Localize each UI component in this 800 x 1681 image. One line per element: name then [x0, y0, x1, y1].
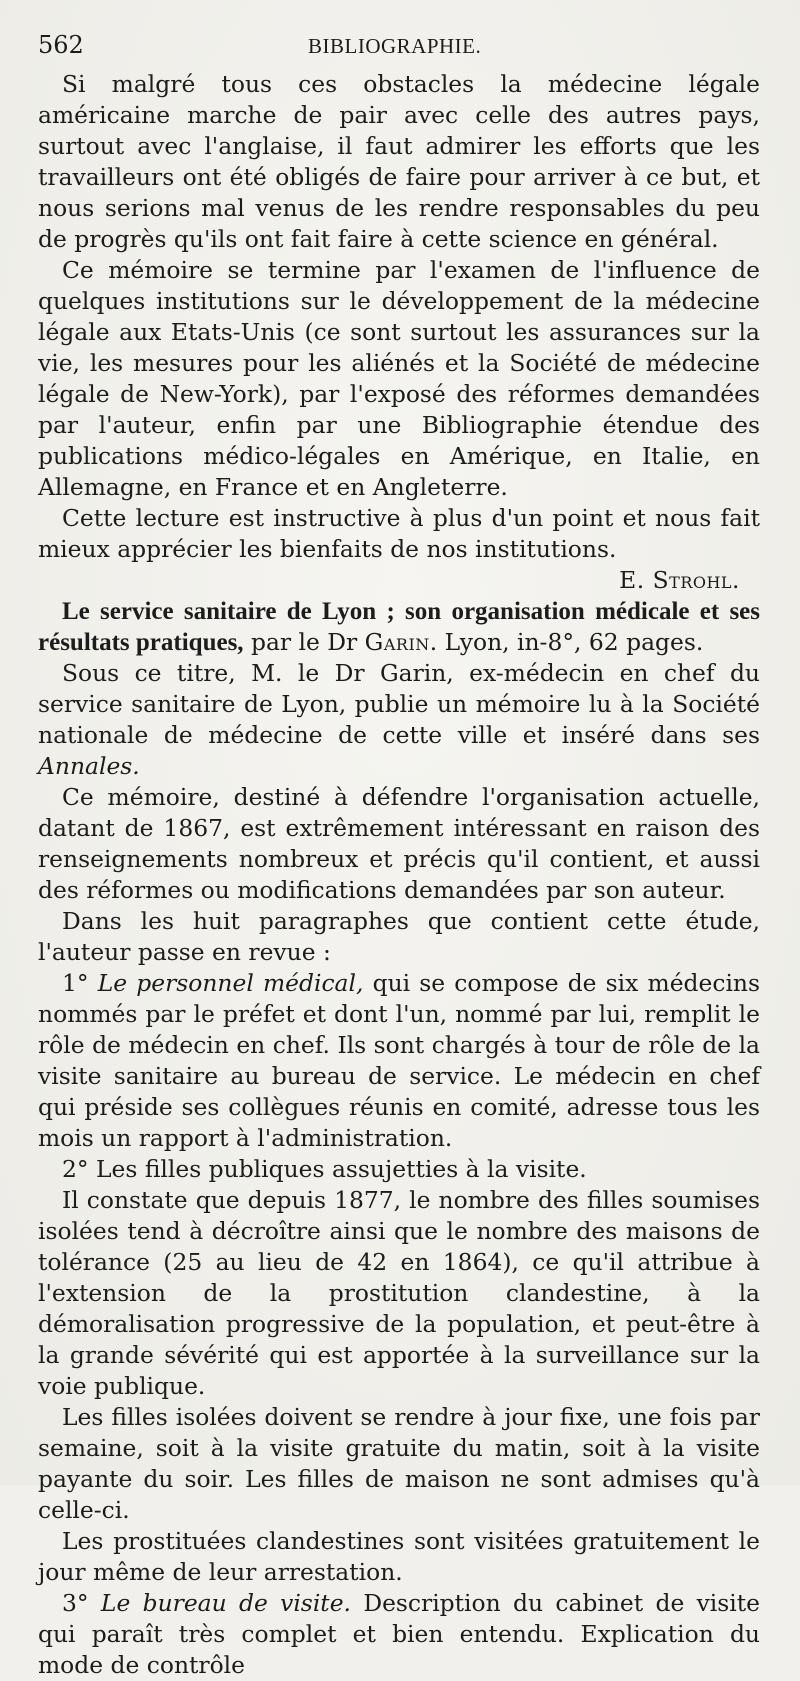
running-head: [38, 28, 760, 63]
paragraph: Les filles isolées doivent se rendre à jour fixe, une fois par semaine, soit à la visite gratuite du matin, soit à la visite payante du soir. Les filles de maison ne sont admises qu'à celle-ci.: [38, 1403, 760, 1524]
item-title: Le personnel médical,: [97, 969, 364, 997]
citation-author: Garin: [364, 628, 430, 656]
running-title: BIBLIOGRAPHIE.: [308, 34, 482, 58]
paragraph: Les prostituées clandestines sont visitées gratuitement le jour même de leur arrestation.: [38, 1527, 760, 1586]
review-heading: [38, 596, 760, 658]
paragraph: Dans les huit paragraphes que contient cette étude, l'auteur passe en revue :: [38, 907, 760, 966]
item-text: qui se compose de six médecins nommés par le préfet et dont l'un, nommé par lui, remplit le rôle de médecin en chef. Ils sont chargés à tour de rôle de la visite sanitaire au bureau de service. Le médecin en chef qui préside ses collègues réunis en comité, adresse tous les mois un rapport à l'administration.: [38, 969, 760, 1152]
paragraph-text: Sous ce titre, M. le Dr Garin, ex-médecin en chef du service sanitaire de Lyon, publie un mémoire lu à la Société nationale de médecine de cette ville et inséré dans ses: [38, 659, 760, 749]
page-number: 562: [38, 31, 84, 59]
journal-name: Annales.: [38, 752, 140, 780]
paragraph: Ce mémoire se termine par l'examen de l'influence de quelques institutions sur le développement de la médecine légale aux Etats-Unis (ce sont surtout les assurances sur la vie, les mesures pour les aliénés et la Société de médecine légale de New-York), par l'exposé des réformes demandées par l'auteur, enfin par une Bibliographie étendue des publications médico-légales en Amérique, en Italie, en Allemagne, en France et en Angleterre.: [38, 256, 760, 501]
list-item: 2° Les filles publiques assujetties à la visite.: [62, 1155, 587, 1183]
list-item: [38, 968, 760, 1154]
reviewer-signature: E. Strohl.: [619, 566, 740, 594]
citation-suffix: . Lyon, in-8°, 62 pages.: [429, 628, 704, 656]
book-title: Le service sanitaire de Lyon ; son organisation médicale et ses résultats pratiques,: [38, 598, 760, 656]
signature-row: [38, 565, 760, 596]
paragraph: [38, 658, 760, 782]
paragraph: Si malgré tous ces obstacles la médecine légale américaine marche de pair avec celle des autres pays, surtout avec l'anglaise, il faut admirer les efforts que les travailleurs ont été obligés de faire pour arriver à ce but, et nous serions mal venus de les rendre responsables du peu de progrès qu'ils ont fait faire à cette science en général.: [38, 70, 760, 253]
paragraph: Cette lecture est instructive à plus d'un point et nous fait mieux apprécier les bienfaits de nos institutions.: [38, 504, 760, 563]
list-item: [38, 1588, 760, 1681]
item-title: Le bureau de visite.: [100, 1589, 351, 1617]
citation-prefix: par le Dr: [251, 628, 358, 656]
item-number: 3°: [62, 1589, 89, 1617]
paragraph: Il constate que depuis 1877, le nombre des filles soumises isolées tend à décroître ainsi que le nombre des maisons de tolérance (25 au lieu de 42 en 1864), ce qu'il attribue à l'extension de la prostitution clandestine, à la démoralisation progressive de la population, et peut-être à la grande sévérité qui est apportée à la surveillance sur la voie publique.: [38, 1186, 760, 1400]
item-text: Description du cabinet de visite qui paraît très complet et bien entendu. Explication du mode de contrôle: [38, 1589, 761, 1679]
page-body: [38, 69, 760, 1681]
item-number: 1°: [62, 969, 89, 997]
paragraph: Ce mémoire, destiné à défendre l'organisation actuelle, datant de 1867, est extrêmement intéressant en raison des renseignements nombreux et précis qu'il contient, et aussi des réformes ou modifications demandées par son auteur.: [38, 783, 760, 904]
